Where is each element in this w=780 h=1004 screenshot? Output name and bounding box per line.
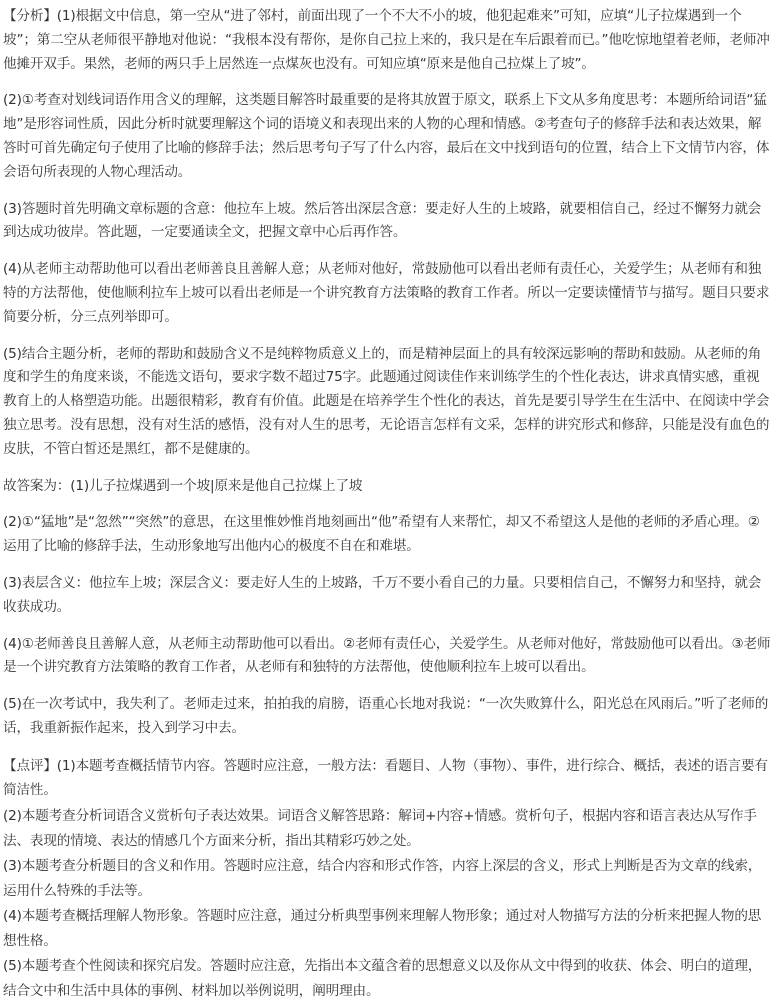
comment-paragraph-2: (2)本题考查分析词语含义赏析句子表达效果。词语含义解答思路：解词+内容+情感。赏析句子，根据内容和语言表达从写作手法、表现的情境、表达的情感几个方面来分析，指出其精彩巧妙之处。 bbox=[3, 807, 757, 849]
comment-paragraph-4: (4)本题考查概括理解人物形象。答题时应注意，通过分析典型事例来理解人物形象；通过对人物描写方法的分析来把握人物的思想性格。 bbox=[3, 908, 762, 949]
comments-section bbox=[3, 754, 772, 1004]
answer-paragraph-4: (4)①老师善良且善解人意，从老师主动帮助他可以看出。②老师有责任心，关爱学生。从老师对他好，常鼓励他可以看出。③老师是一个讲究教育方法策略的教育工作者，从老师有和独特的方法帮他，使他顺利拉车上坡可以看出。 bbox=[3, 635, 771, 676]
comment-paragraph-5: (5)本题考查个性阅读和探究启发。答题时应注意，先指出本文蕴含着的思想意义以及你从文中得到的收获、体会、明白的道理，结合文中和生活中具体的事例、材料加以举例说明，阐明理由。 bbox=[3, 958, 762, 1000]
analysis-paragraph-4: (4)从老师主动帮助他可以看出老师善良且善解人意；从老师对他好，常鼓励他可以看出老师有责任心，关爱学生；从老师有和独特的方法帮他，使他顺利拉车上坡可以看出老师是一个讲究教育方法策略的教育工作者。所以一定要读懂情节与描写。题目只要求简要分析，分三点列举即可。 bbox=[3, 261, 770, 325]
analysis-paragraph-2: (2)①考查对划线词语作用含义的理解，这类题目解答时最重要的是将其放置于原文，联系上下文从多角度思考：本题所给词语“猛地”是形容词性质，因此分析时就要理解这个词的语境义和表现出来的人物的心理和情感。②考查句子的修辞手法和表达效果，解答时可首先确定句子使用了比喻的修辞手法；然后思考句子写了什么内容，最后在文中找到语句的位置，结合上下文情节内容，体会语句所表现的人物心理活动。 bbox=[3, 92, 770, 180]
analysis-paragraph-3: (3)答题时首先明确文章标题的含意：他拉车上坡。然后答出深层含意：要走好人生的上坡路，就要相信自己，经过不懈努力就会到达成功彼岸。答此题，一定要通读全文，把握文章中心后再作答。 bbox=[3, 200, 762, 241]
answer-paragraph-2: (2)①“猛地”是“忽然”“突然”的意思，在这里惟妙惟肖地刻画出“他”希望有人来帮忙，却又不希望这人是他的老师的矛盾心理。②运用了比喻的修辞手法，生动形象地写出他内心的极度不自在和难堪。 bbox=[3, 514, 760, 555]
analysis-paragraph-5: (5)结合主题分析，老师的帮助和鼓励含义不是纯粹物质意义上的，而是精神层面上的具有较深远影响的帮助和鼓励。从老师的角度和学生的角度来谈，不能选文语句，要求字数不超过75字。此题通过阅读佳作来训练学生的个性化表达，讲求真情实感，重视教育上的人格塑造功能。出题很精彩，教育有价值。此题是在培养学生个性化的表达，首先是要引导学生在生活中、在阅读中学会独立思考。没有思想，没有对生活的感悟，没有对人生的思考，无论语言怎样有文采，怎样的讲究形式和修辞，只能是没有血色的皮肤，不管白皙还是黑红，都不是健康的。 bbox=[3, 345, 770, 457]
comment-paragraph-1: 【点评】(1)本题考查概括情节内容。答题时应注意，一般方法：看题目、人物（事物）、事件，进行综合、概括，表述的语言要有简洁性。 bbox=[3, 757, 768, 799]
answer-paragraph-1: 故答案为：(1)儿子拉煤遇到一个坡|原来是他自己拉煤上了坡 bbox=[3, 477, 363, 494]
answer-paragraph-5: (5)在一次考试中，我失利了。老师走过来，拍拍我的肩膀，语重心长地对我说：“一次失败算什么，阳光总在风雨后。”听了老师的话，我重新振作起来，投入到学习中去。 bbox=[3, 696, 769, 736]
analysis-paragraph-1: 【分析】(1)根据文中信息，第一空从“进了邻村，前面出现了一个不大不小的坡，他犯起难来”可知，应填“儿子拉煤遇到一个坡”；第二空从老师很平静地对他说：“我根本没有帮你，是你自己拉上来的，我只是在车后跟着而已。”他吃惊地望着老师，老师冲他摊开双手。果然，老师的两只手上居然连一点煤灰也没有。可知应填“原来是他自己拉煤上了坡”。 bbox=[3, 8, 770, 72]
answer-paragraph-3: (3)表层含义：他拉车上坡；深层含义：要走好人生的上坡路，千万不要小看自己的力量。只要相信自己，不懈努力和坚持，就会收获成功。 bbox=[3, 574, 762, 615]
comment-paragraph-3: (3)本题考查分析题目的含义和作用。答题时应注意，结合内容和形式作答，内容上深层的含义，形式上判断是否为文章的线索，运用什么特殊的手法等。 bbox=[3, 858, 762, 899]
